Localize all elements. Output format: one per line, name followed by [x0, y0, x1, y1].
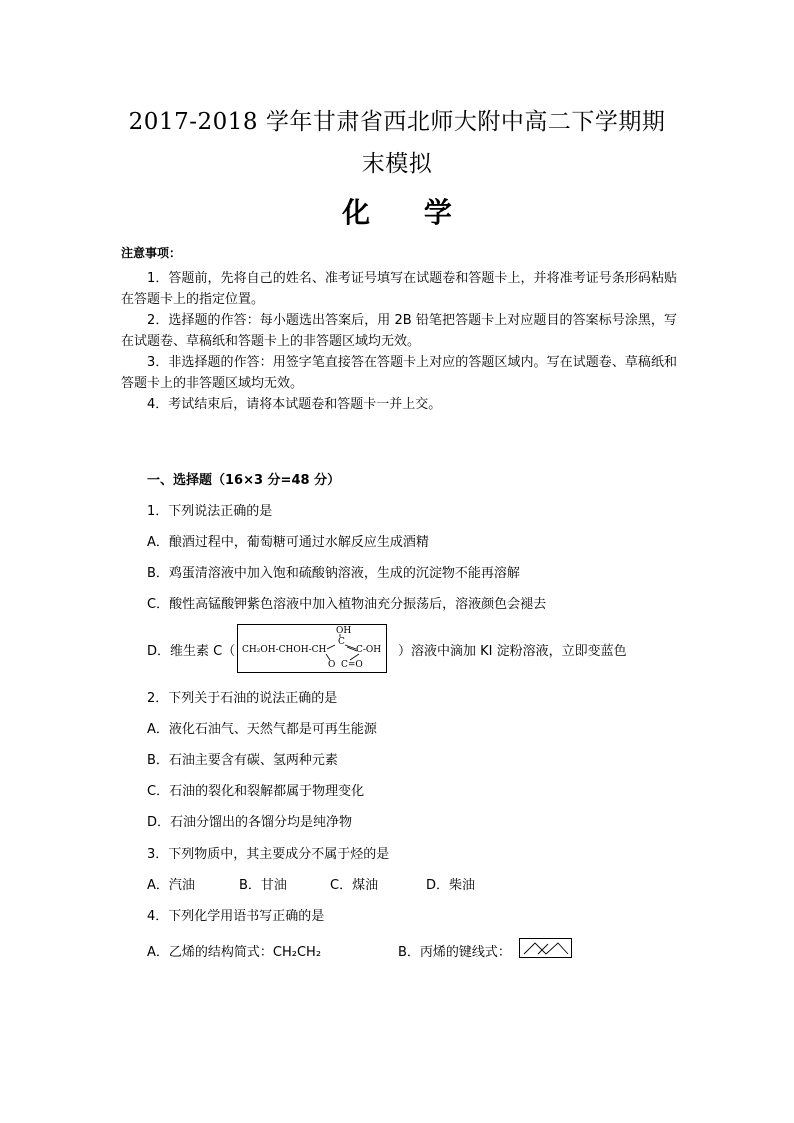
- q4-stem: 4．下列化学用语书写正确的是: [147, 909, 325, 924]
- structure-c-right: C-OH: [356, 645, 382, 655]
- structure-chain-text: CH₂OH-CHOH-CH: [242, 645, 327, 655]
- q1-option-d-suffix: ）溶液中滴加 KI 淀粉溶液，立即变蓝色: [398, 644, 627, 659]
- note-item-2: 2．选择题的作答：每小题选出答案后，用 2B 铅笔把答题卡上对应题目的答案标号涂黑，写在试题卷、草稿纸和答题卡上的非答题区域均无效。: [121, 313, 677, 349]
- q2-option-b: B．石油主要含有碳、氢两种元素: [147, 753, 338, 768]
- structure-o-ring: O: [328, 660, 336, 670]
- exam-title-line2: 末模拟: [361, 151, 433, 177]
- note-item-4: 4．考试结束后，请将本试题卷和答题卡一并上交。: [147, 397, 442, 412]
- structure-oh-top: OH: [336, 626, 352, 636]
- q3-option-c: C．煤油: [330, 878, 379, 893]
- notes-heading: 注意事项：: [121, 246, 182, 260]
- q1-stem: 1．下列说法正确的是: [147, 504, 273, 519]
- section-heading: 一、选择题（16×3 分=48 分）: [147, 473, 341, 488]
- structure-c-top: C: [338, 637, 345, 647]
- propene-bond-line-figure: [519, 938, 572, 958]
- vitamin-c-structure: [237, 624, 387, 673]
- q2-option-d: D．石油分馏出的各馏分均是纯净物: [147, 815, 353, 830]
- q1-option-b: B．鸡蛋清溶液中加入饱和硫酸钠溶液，生成的沉淀物不能再溶解: [147, 566, 520, 581]
- subject-title: 化 学: [342, 196, 474, 229]
- note-item-1: 1．答题前，先将自己的姓名、准考证号填写在试题卷和答题卡上，并将准考证号条形码粘贴在答题卡上的指定位置。: [121, 271, 677, 307]
- exam-title-line1: 2017-2018 学年甘肃省西北师大附中高二下学期期: [128, 109, 666, 135]
- q4-option-a: [147, 941, 321, 960]
- q4-option-a-label: A．乙烯的结构简式：: [147, 945, 273, 960]
- note-item-3: 3．非选择题的作答：用签字笔直接答在答题卡上对应的答题区域内。写在试题卷、草稿纸和答题卡上的非答题区域均无效。: [121, 355, 677, 391]
- ethylene-formula: CH₂CH₂: [272, 945, 322, 960]
- q4-option-b-label: B．丙烯的键线式：: [398, 945, 511, 960]
- q3-stem: 3．下列物质中，其主要成分不属于烃的是: [147, 847, 390, 862]
- q3-option-d: D．柴油: [426, 878, 476, 893]
- q1-option-d-prefix: D．维生素 C（: [147, 644, 236, 659]
- q1-option-c: C．酸性高锰酸钾紫色溶液中加入植物油充分振荡后，溶液颜色会褪去: [147, 597, 547, 612]
- q3-option-b: B．甘油: [239, 878, 287, 893]
- q3-option-a: A．汽油: [147, 878, 195, 893]
- q2-option-c: C．石油的裂化和裂解都属于物理变化: [147, 784, 365, 799]
- structure-c-bottom: C=O: [341, 660, 363, 670]
- q2-stem: 2．下列关于石油的说法正确的是: [147, 691, 338, 706]
- q2-option-a: A．液化石油气、天然气都是可再生能源: [147, 722, 377, 737]
- q1-option-a: A．酿酒过程中，葡萄糖可通过水解反应生成酒精: [147, 535, 429, 550]
